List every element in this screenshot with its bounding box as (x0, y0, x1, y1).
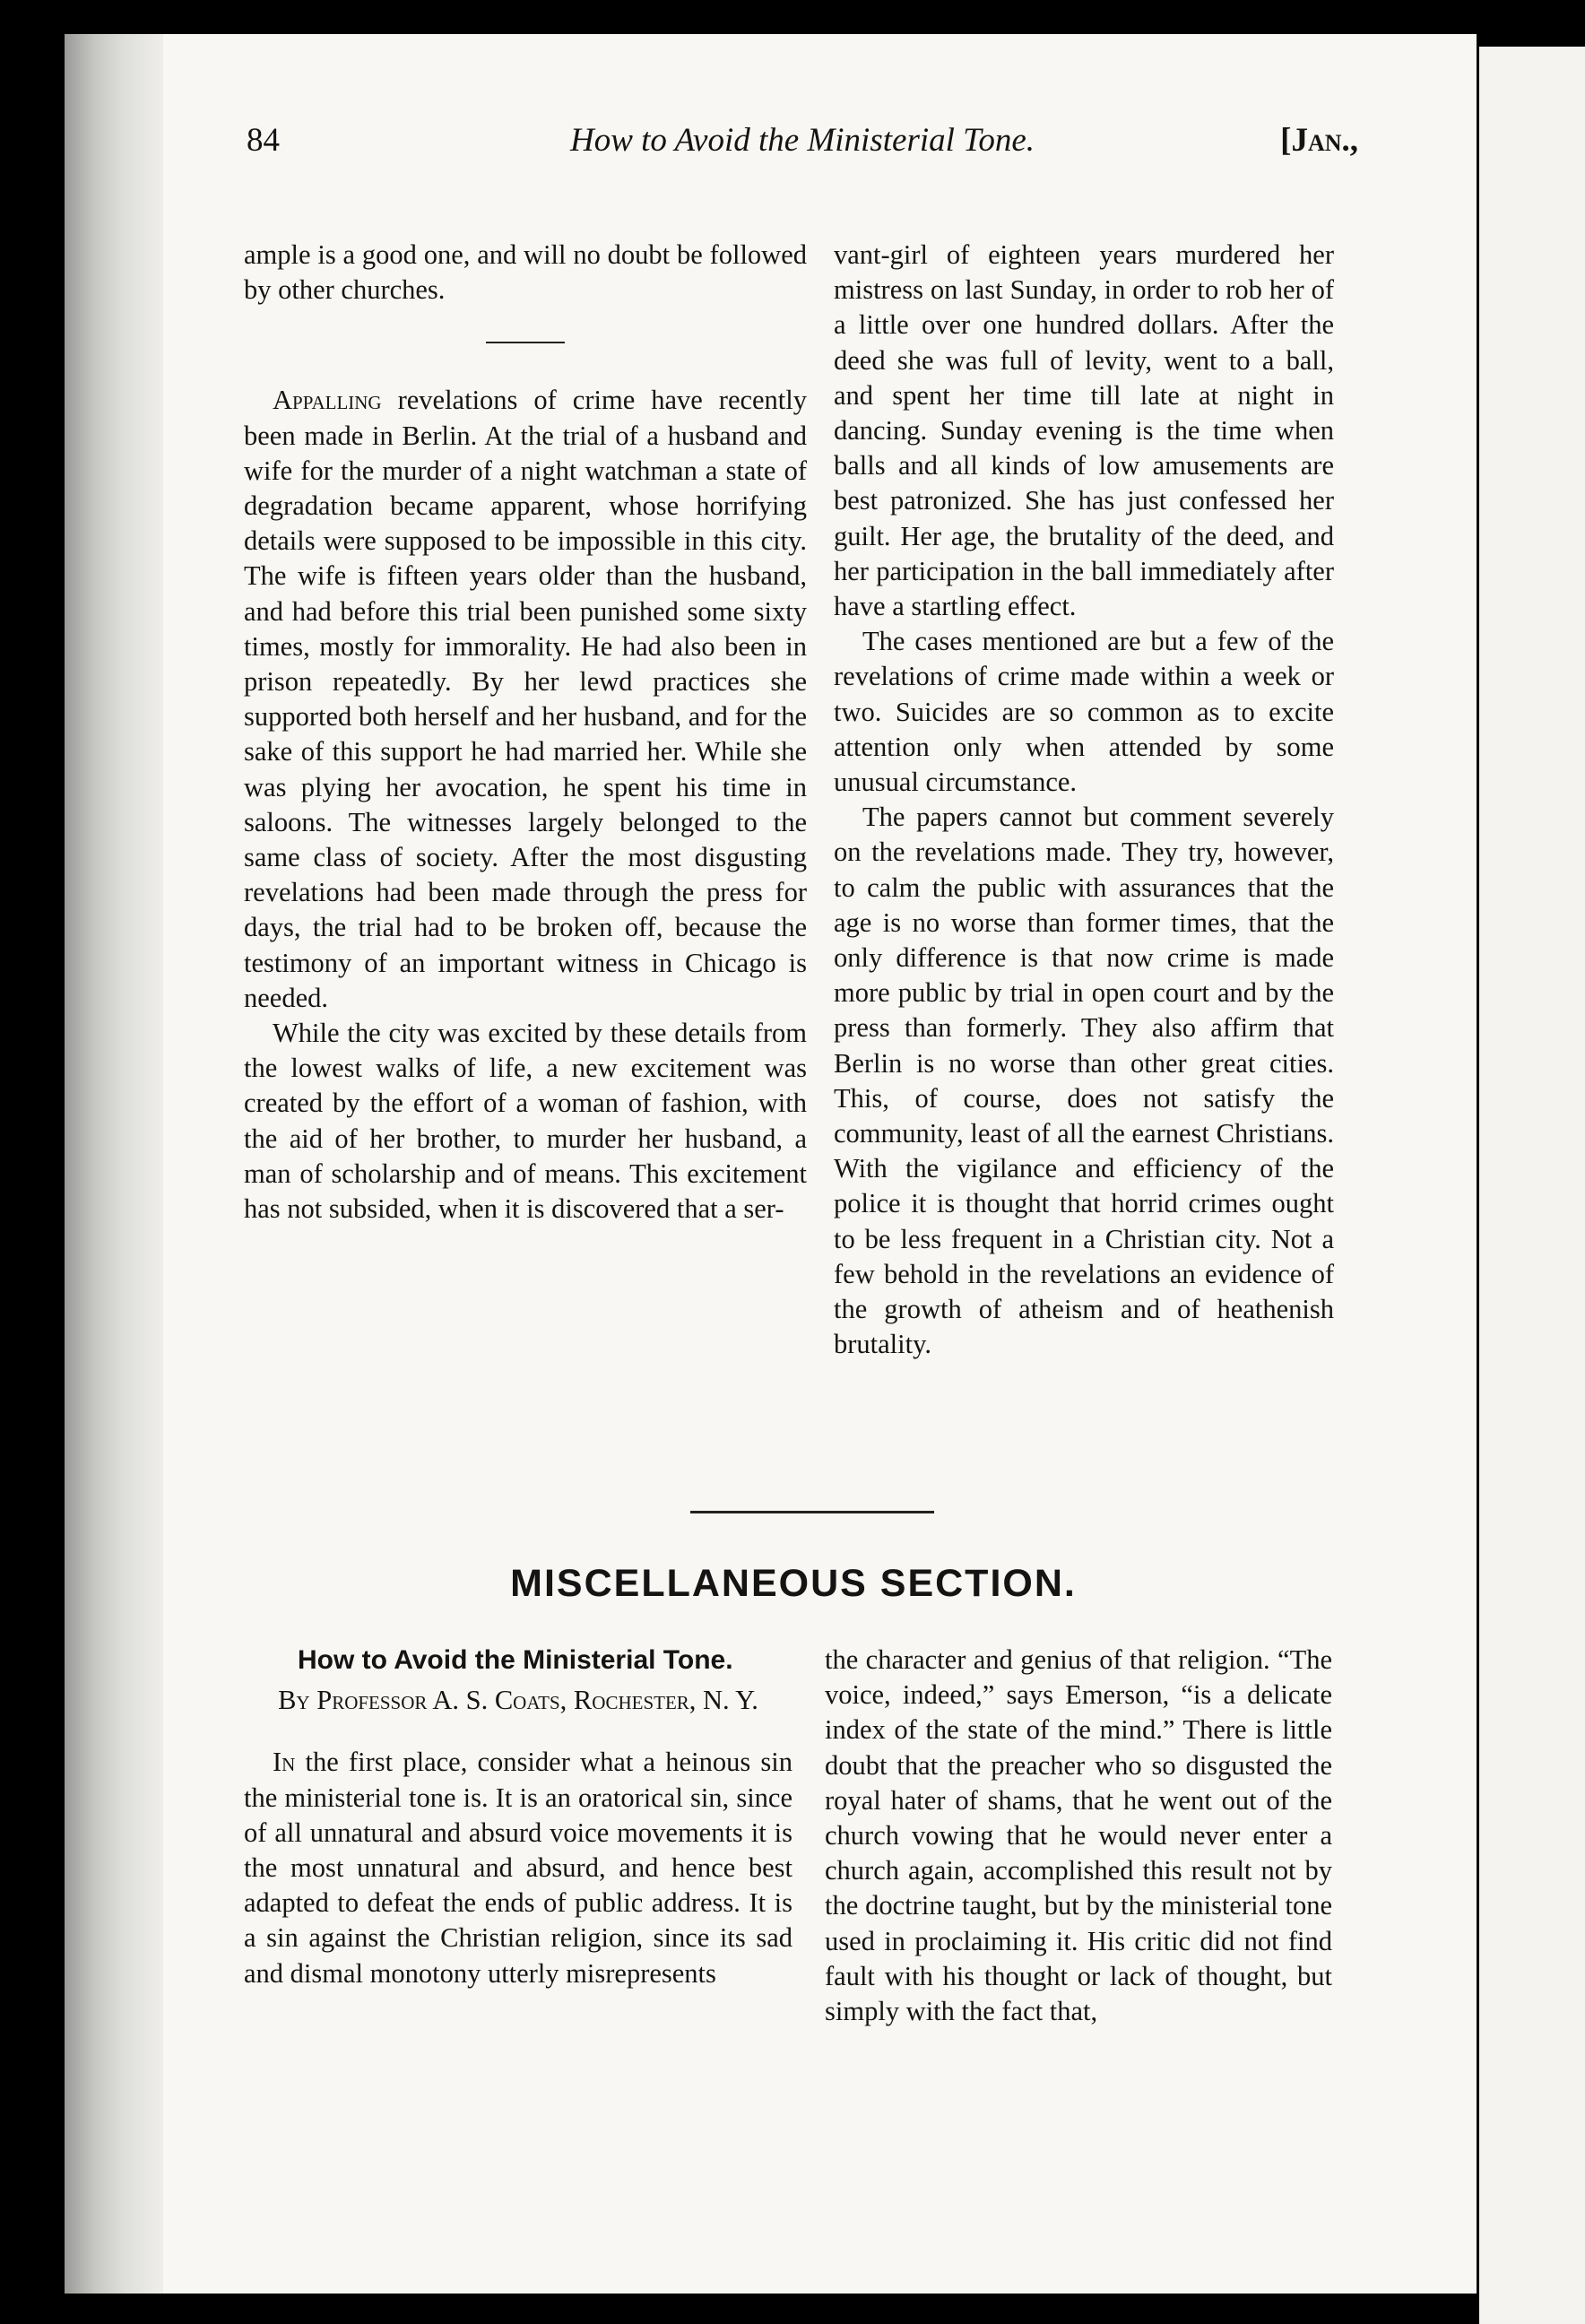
paragraph: the character and genius of that religion. “The voice, indeed,” says Emerson, “is a delicate index of the state of the mind.” There is little doubt that the preacher who so disgusted the royal hater of shams, that he went out of the church vowing that he would never enter a church again, accomplished this result not by the doctrine taught, but by the ministerial tone used in proclaiming it. His critic did not find fault with his thought or lack of thought, but simply with the fact that, (825, 1644, 1332, 2027)
section-title: MISCELLANEOUS SECTION. (510, 1562, 1077, 1605)
lead-word: Appalling (273, 385, 382, 416)
paragraph-text: the first place, consider what a heinous sin the ministerial tone is. It is an oratorical sin, since of all unnatural and absurd voice movements it is the most unnatural and absurd, and hence best adapted to defeat the ends of public address. It is a sin against the Christian religion, since its sad and dismal monotony utterly misrepresents (244, 1747, 792, 1989)
paragraph: While the city was excited by these details from the lowest walks of life, a new excitement was created by the effort of a woman of fashion, with the aid of her brother, to murder her husband, a man of scholarship and of means. This excitement has not subsided, when it is discovered that a ser- (244, 1018, 807, 1225)
paragraph-text: revelations of crime have recently been made in Berlin. At the trial of a husband and wife for the murder of a night watchman a state of degradation became apparent, whose horrifying details were supposed to be impossible in this city. The wife is fifteen years older than the husband, and had before this trial been punished some sixty times, mostly for immorality. He had also been in prison repeatedly. By her lewd practices she supported both herself and her husband, and for the sake of this support he had married her. While she was plying her avocation, he spent his time in saloons. The witnesses largely belonged to the same class of society. After the most disgusting revelations had been made through the press for days, the trial had to be broken off, because the testimony of an important witness in Chicago is needed. (244, 385, 807, 1013)
header-month: [Jan., (1280, 122, 1358, 159)
running-title: How to Avoid the Ministerial Tone. (569, 122, 1035, 159)
article-title: How to Avoid the Ministerial Tone. (298, 1645, 733, 1675)
paragraph (244, 1745, 792, 1990)
running-header (247, 121, 1358, 175)
article-column-left (244, 1643, 792, 1991)
facing-page-edge (1479, 47, 1585, 2324)
page-number: 84 (247, 122, 280, 159)
article-byline: By Professor A. S. Coats, Rochester, N. Y. (278, 1685, 758, 1716)
lead-word: In (273, 1747, 296, 1778)
divider (486, 342, 565, 343)
paragraph: The cases mentioned are but a few of the revelations of crime made within a week or two. Suicides are so common as to excite attention only when attended by some unusual circumstance. (834, 626, 1334, 798)
paragraph: ample is a good one, and will no doubt be followed by other churches. (244, 239, 807, 306)
section-divider (690, 1511, 934, 1513)
binding-gutter (65, 34, 163, 2294)
paragraph (244, 383, 807, 1016)
top-column-right (834, 238, 1334, 1363)
paragraph: The papers cannot but comment severely on the revelations made. They try, however, to calm the public with assurances that the age is no worse than former times, that the only difference is that now crime is made more public by trial in open court and by the press than formerly. They also affirm that Berlin is no worse than other great cities. This, of course, does not satisfy the community, least of all the earnest Christians. With the vigilance and efficiency of the police it is thought that horrid crimes ought to be less frequent in a Christian city. Not a few behold in the revelations an evidence of the growth of atheism and of heathenish brutality. (834, 802, 1334, 1360)
top-column-left (244, 238, 807, 1227)
paragraph: vant-girl of eighteen years murdered her mistress on last Sunday, in order to rob her of a little over one hundred dollars. After the deed she was full of levity, went to a ball, and spent her time till late at night in dancing. Sunday evening is the time when balls and all kinds of low amusements are best patronized. She has just confessed her guilt. Her age, the brutality of the deed, and her participation in the ball immediately after have a startling effect. (834, 239, 1334, 622)
article-column-right (825, 1643, 1332, 2029)
